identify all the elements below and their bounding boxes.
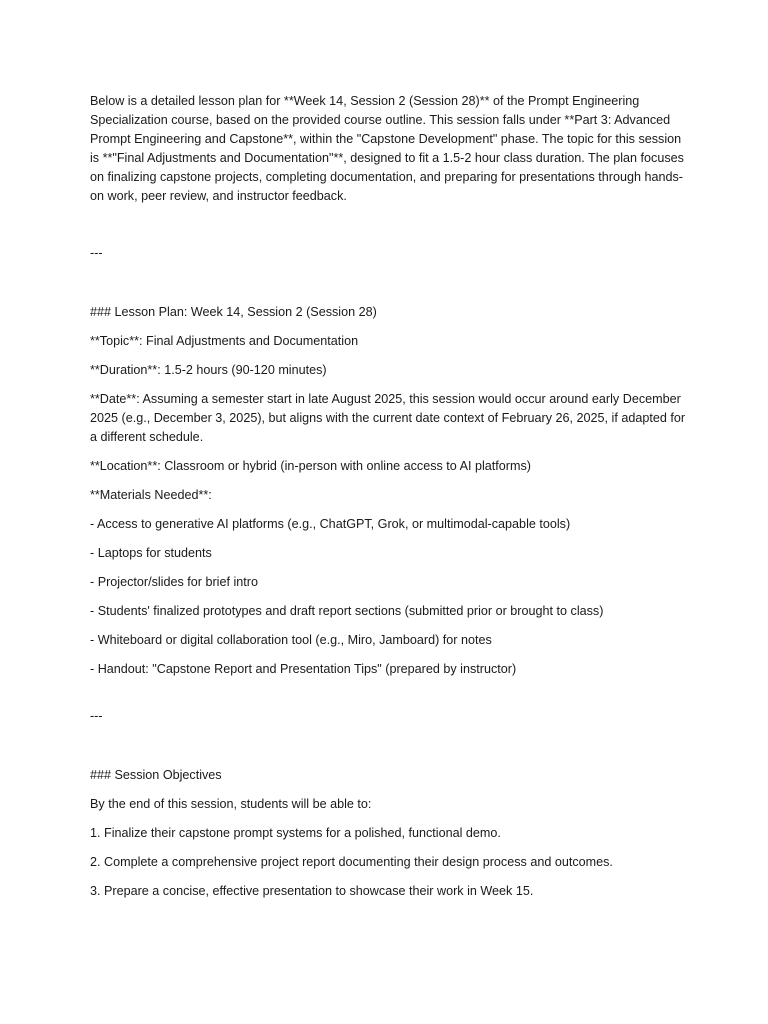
topic-line: **Topic**: Final Adjustments and Documentation bbox=[90, 334, 359, 348]
intro-paragraph: Below is a detailed lesson plan for **Week 14, Session 2 (Session 28)** of the Prompt Engineering Specialization course, based on the provided course outline. This session falls under **Part 3: Advanced Prompt Engineering and Capstone**, within the "Capstone Development" phase. The topic for this session is **"Final Adjustments and Documentation"**, designed to fit a 1.5-2 hour class duration. The plan focuses on finalizing capstone projects, completing documentation, and preparing for presentations through hands-on work, peer review, and instructor feedback. bbox=[90, 94, 684, 203]
materials-item: - Handout: "Capstone Report and Presentation Tips" (prepared by instructor) bbox=[90, 662, 517, 676]
materials-item: - Projector/slides for brief intro bbox=[90, 575, 258, 589]
objective-item: 1. Finalize their capstone prompt systems for a polished, functional demo. bbox=[90, 826, 501, 840]
objective-item: 3. Prepare a concise, effective presentation to showcase their work in Week 15. bbox=[90, 884, 534, 898]
date-line: **Date**: Assuming a semester start in late August 2025, this session would occur around early December 2025 (e.g., December 3, 2025), but aligns with the current date context of February 26, 2025, if adapted for a different schedule. bbox=[90, 392, 686, 444]
objectives-heading: ### Session Objectives bbox=[90, 768, 222, 782]
materials-item: - Whiteboard or digital collaboration tool (e.g., Miro, Jamboard) for notes bbox=[90, 633, 492, 647]
materials-item: - Laptops for students bbox=[90, 546, 212, 560]
objectives-intro: By the end of this session, students will be able to: bbox=[90, 797, 372, 811]
lesson-plan-heading: ### Lesson Plan: Week 14, Session 2 (Session 28) bbox=[90, 305, 377, 319]
separator: --- bbox=[90, 709, 103, 723]
document-page bbox=[90, 92, 690, 911]
separator: --- bbox=[90, 246, 103, 260]
location-line: **Location**: Classroom or hybrid (in-person with online access to AI platforms) bbox=[90, 459, 531, 473]
materials-item: - Students' finalized prototypes and draft report sections (submitted prior or brought to class) bbox=[90, 604, 604, 618]
materials-heading: **Materials Needed**: bbox=[90, 488, 212, 502]
materials-item: - Access to generative AI platforms (e.g., ChatGPT, Grok, or multimodal-capable tools) bbox=[90, 517, 571, 531]
objective-item: 2. Complete a comprehensive project report documenting their design process and outcomes. bbox=[90, 855, 613, 869]
duration-line: **Duration**: 1.5-2 hours (90-120 minutes) bbox=[90, 363, 327, 377]
